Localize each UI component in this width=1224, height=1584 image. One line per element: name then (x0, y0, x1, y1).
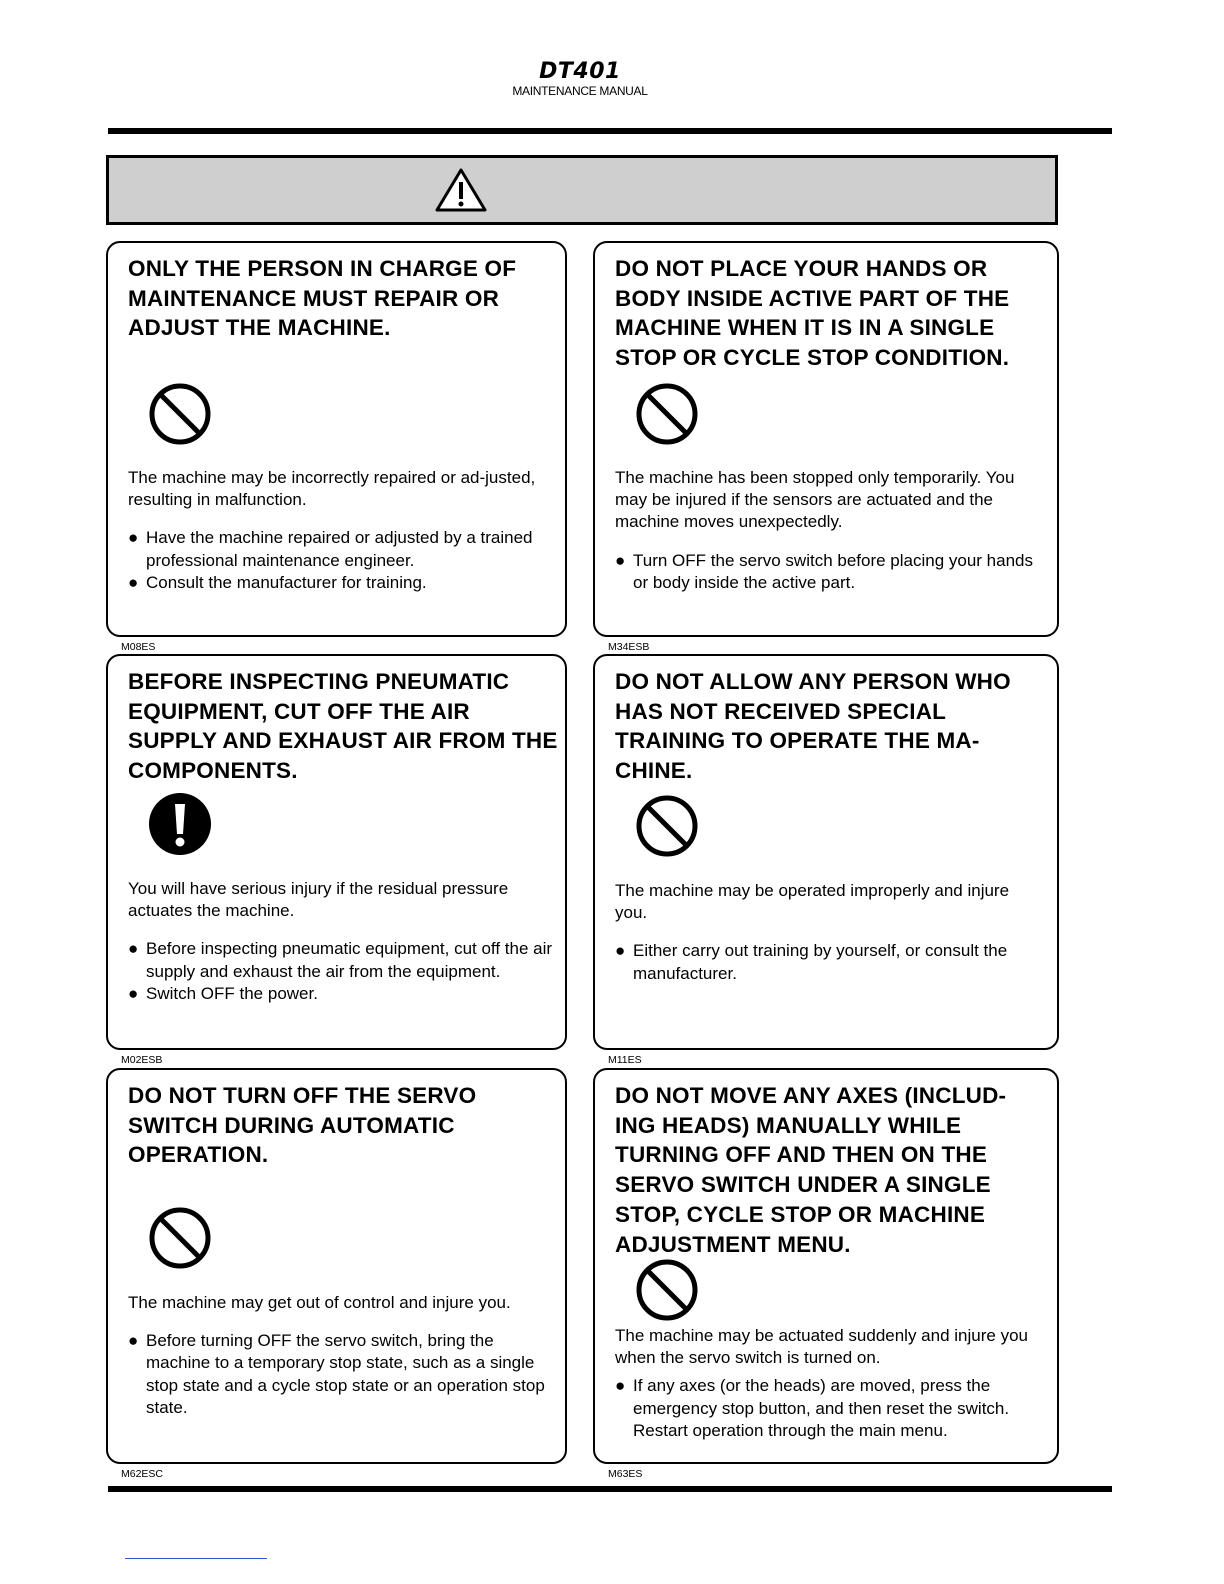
bullet-text: Have the machine repaired or adjusted by a trained professional maintenance engineer. (146, 528, 533, 570)
bullet-text: If any axes (or the heads) are moved, press the emergency stop button, and then reset the switch. Restart operation through the main menu. (633, 1376, 1010, 1440)
warning-banner (106, 155, 1058, 225)
prohibition-icon (635, 1258, 699, 1327)
prohibition-icon (148, 1206, 212, 1275)
bullet-text: Before inspecting pneumatic equipment, cut off the air supply and exhaust the air from the equipment. (146, 939, 553, 981)
bullet-icon: ● (128, 1331, 139, 1351)
bullet-item (128, 983, 558, 1005)
warning-panel (593, 654, 1059, 1050)
panel-description: The machine may get out of control and injure you. (128, 1293, 511, 1312)
panel-heading: BEFORE INSPECTING PNEUMATIC EQUIPMENT, CUT OFF THE AIR SUPPLY AND EXHAUST AIR FROM THE COMPONENTS. (128, 669, 558, 784)
panel-heading: DO NOT ALLOW ANY PERSON WHO HAS NOT RECEIVED SPECIAL TRAINING TO OPERATE THE MA-CHINE. (615, 669, 1011, 784)
top-rule (108, 128, 1112, 134)
bullet-item (128, 572, 558, 594)
warning-panel (106, 241, 567, 637)
panel-description: The machine may be operated improperly and injure you. (615, 881, 1010, 923)
panel-description: You will have serious injury if the residual pressure actuates the machine. (128, 879, 509, 921)
bullet-text: Switch OFF the power. (146, 983, 318, 1003)
bullet-item (128, 1330, 558, 1419)
bullet-text: Either carry out training by yourself, or consult the manufacturer. (633, 941, 1008, 983)
panel-code: M63ES (608, 1468, 643, 1480)
bullet-icon: ● (128, 528, 139, 548)
bullet-item (128, 938, 558, 982)
bullet-text: Before turning OFF the servo switch, bring the machine to a temporary stop state, such as a single stop state and a cycle stop state or an operation stop state. (146, 1331, 545, 1417)
warning-panel (106, 654, 567, 1050)
bullet-icon: ● (128, 572, 139, 592)
warning-panel (106, 1068, 567, 1464)
warning-panel (593, 1068, 1059, 1464)
panel-code: M62ESC (121, 1468, 164, 1480)
panel-heading: DO NOT TURN OFF THE SERVO SWITCH DURING AUTOMATIC OPERATION. (128, 1083, 477, 1168)
warning-panel (593, 241, 1059, 637)
model-name: DT401 (539, 59, 621, 84)
warning-triangle-icon (434, 167, 488, 213)
panel-code: M08ES (121, 641, 156, 653)
bullet-icon: ● (615, 550, 626, 570)
panel-heading: DO NOT MOVE ANY AXES (INCLUD-ING HEADS) MANUALLY WHILE TURNING OFF AND THEN ON THE SERVO SWITCH UNDER A SINGLE STOP, CYCLE STOP OR MACHINE ADJUSTMENT MENU. (615, 1083, 1007, 1257)
bullet-icon: ● (128, 983, 139, 1003)
prohibition-icon (148, 382, 212, 451)
panel-code: M11ES (608, 1054, 642, 1066)
mandatory-exclamation-icon (148, 792, 212, 861)
bullet-item (128, 527, 558, 571)
panel-heading: DO NOT PLACE YOUR HANDS OR BODY INSIDE ACTIVE PART OF THE MACHINE WHEN IT IS IN A SINGLE STOP OR CYCLE STOP CONDITION. (615, 256, 1010, 371)
panel-code: M34ESB (608, 641, 650, 653)
panel-description: The machine may be actuated suddenly and injure you when the servo switch is turned on. (615, 1326, 1028, 1368)
manual-subtitle: MAINTENANCE MANUAL (512, 84, 648, 98)
bullet-text: Consult the manufacturer for training. (146, 572, 427, 592)
bullet-icon: ● (128, 939, 139, 959)
panel-heading: ONLY THE PERSON IN CHARGE OF MAINTENANCE MUST REPAIR OR ADJUST THE MACHINE. (128, 256, 517, 341)
bottom-rule (108, 1486, 1112, 1492)
prohibition-icon (635, 794, 699, 863)
bullet-text: Turn OFF the servo switch before placing your hands or body inside the active part. (633, 550, 1033, 592)
bullet-item (615, 550, 1045, 594)
bullet-icon: ● (615, 1376, 626, 1396)
bullet-item (615, 940, 1045, 984)
footnote-separator (125, 1558, 267, 1559)
bullet-icon: ● (615, 941, 626, 961)
panel-description: The machine has been stopped only temporarily. You may be injured if the sensors are actuated and the machine moves unexpectedly. (615, 468, 1015, 532)
panel-description: The machine may be incorrectly repaired or ad-justed, resulting in malfunction. (128, 468, 536, 510)
panel-code: M02ESB (121, 1054, 163, 1066)
prohibition-icon (635, 382, 699, 451)
bullet-item (615, 1375, 1045, 1442)
